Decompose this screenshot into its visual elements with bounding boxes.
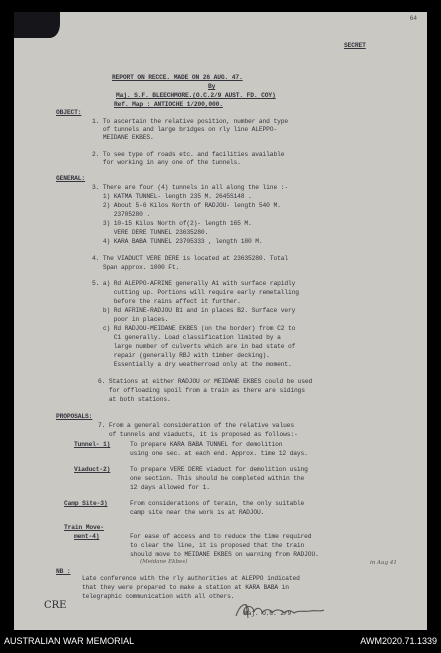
general-heading: GENERAL: xyxy=(56,175,86,182)
tunnel-label: Tunnel- 1) xyxy=(74,441,111,448)
report-by: By xyxy=(208,83,216,90)
train-movement-text-3: should move to MEIDANE EKBES on warning from RADJOU. xyxy=(130,551,319,558)
train-movement-text-1: For ease of access and to reduce the time required xyxy=(130,533,312,540)
train-movement-text-2: to clear the line, it is proposed that the train xyxy=(130,542,305,549)
camp-site-label: Camp Site-3) xyxy=(64,500,108,507)
proposals-heading: PROPOSALS: xyxy=(56,413,93,420)
viaduct-text-3: 12 days allowed for 1. xyxy=(130,484,210,491)
signature-block: Maj. O.C. 2/9 xyxy=(244,610,292,617)
handwritten-note-2: in Aug 41 xyxy=(370,560,397,566)
camp-site-text-1: From considerations of terain, the only suitable xyxy=(130,500,305,507)
classification-marking: SECRET xyxy=(344,42,366,49)
nb-text-1: Late conference with the rly authorities at ALEPPO indicated xyxy=(82,575,300,582)
nb-text-2: that they were prepared to make a station at KARA BABA in xyxy=(82,584,289,591)
train-movement-label-2: ment-4) xyxy=(74,533,100,540)
page-number: 64 xyxy=(409,15,417,22)
document-page: 64 SECRET REPORT ON RECCE. MADE ON 26 AUG. 47. By Maj. S.F. BLEECHMORE.(O.C.2/9 AUST. FD. COY) Ref. Map : ANTIOCHE 1/200,000. OBJECT: 1. To ascertain the relative position, number and type of tunnels and large bridges on rly line ALEPPO- MEIDANE EKBES. 2. To see type of roads etc. and facilities available for working in any one of the tunnels. GENERAL: 3. There are four (4) tunnels in all along the line :- 1) KATMA TUNNEL- length 235 M. 2645S148 . 2) About 5-6 Kilos North of RADJOU- length 540 M. 23705280 . 3) 10-15 Kilos North of(2)- length 165 M. VERE DERE TUNNEL 23635280. 4) KARA BABA TUNNEL 23705333 , length 180 M. 4. The VIADUCT VERE DERE is located at 23635280. Total Span approx. 1000 Ft. 5. a) Rd ALEPPO-AFRINE generally A1 with surface rapidly cutting up. Portions will require early remetalling before the rains affect it further. b) Rd AFRINE-RADJOU B1 and in places B2. Surface very poor in places. c) Rd RADJOU-MEIDANE EKBES (on the border) from C2 to C1 generally. Load classification limited by a large number of culverts which are in bad state of repair (generally RBJ with timber decking). Essentially a dry weatherroad only at the moment. 6. Stations at either RADJOU or MEIDANE EKBES could be used for offloading spoil from a train as there are sidings at both stations. PROPOSALS: 7. From a general consideration of the relative values of tunnels and viaducts, it is proposed as follows:- Tunnel- 1) To prepare KARA BABA TUNNEL for demolition using one sec. at each end. Approx. time 12 days. Viaduct-2) To prepare VERE DERE viaduct for demolition using one section. This should be completed within the 12 days allowed for 1. Camp Site-3) From considerations of terain, the only suitable camp site near the work is at RADJOU. Train Move- ment-4) For ease of access and to reduce the time required to clear the line, it is proposed that the train should move to MEIDANE EKBES on warning from RADJOU. (Meidane Ekbes) in Aug 41 NB : Late conference with the rly authorities at ALEPPO indicated that they were prepared to make a station at KARA BABA in telegraphic communication with all others. CRE Maj. O.C. 2/9 xyxy=(14,12,427,630)
nb-heading: NB : xyxy=(56,568,71,575)
map-reference: Ref. Map : ANTIOCHE 1/200,000. xyxy=(114,101,223,108)
report-title: REPORT ON RECCE. MADE ON 26 AUG. 47. xyxy=(112,74,243,81)
tunnel-text-1: To prepare KARA BABA TUNNEL for demolition xyxy=(130,441,283,448)
report-author: Maj. S.F. BLEECHMORE.(O.C.2/9 AUST. FD. COY) xyxy=(116,92,276,99)
nb-text-3: telegraphic communication with all others. xyxy=(82,593,235,600)
footer-institution: AUSTRALIAN WAR MEMORIAL xyxy=(4,636,135,646)
handwritten-note-1: (Meidane Ekbes) xyxy=(140,559,188,565)
tunnel-text-2: using one sec. at each end. Approx. time 12 days. xyxy=(130,450,308,457)
object-heading: OBJECT: xyxy=(56,109,82,116)
handwritten-margin-mark: CRE xyxy=(44,600,67,611)
train-movement-label-1: Train Move- xyxy=(64,524,104,531)
archive-footer xyxy=(0,630,441,653)
camp-site-text-2: camp site near the work is at RADJOU. xyxy=(130,509,265,516)
footer-accession-number: AWM2020.71.1339 xyxy=(360,636,437,646)
dark-corner-mark xyxy=(14,12,60,38)
viaduct-text-1: To prepare VERE DERE viaduct for demolition using xyxy=(130,466,308,473)
viaduct-text-2: one section. This should be completed within the xyxy=(130,475,305,482)
viaduct-label: Viaduct-2) xyxy=(74,466,111,473)
